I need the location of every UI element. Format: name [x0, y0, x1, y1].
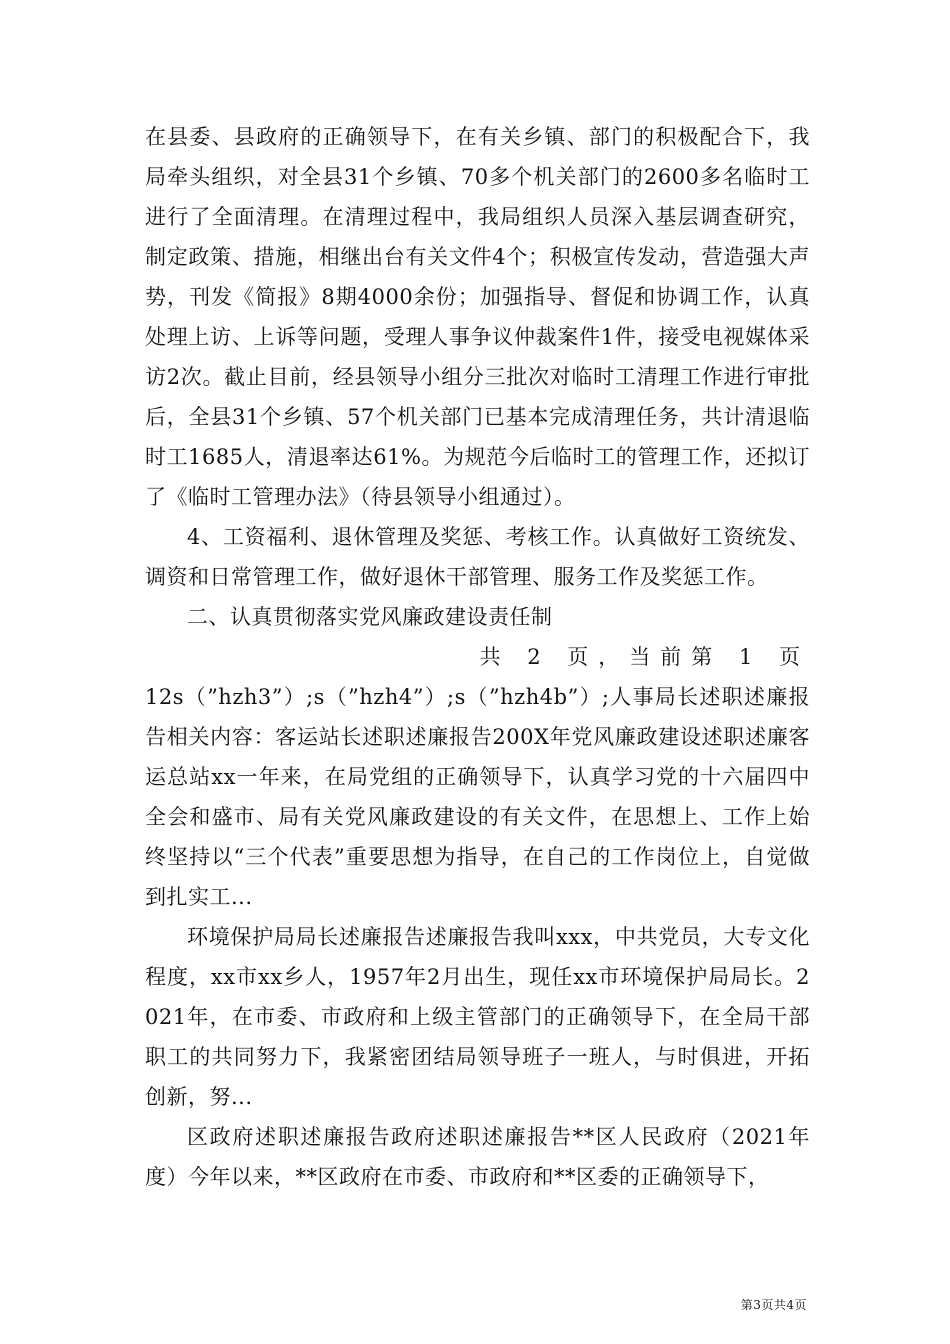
paragraph-wages-welfare: 4、工资福利、退休管理及奖惩、考核工作。认真做好工资统发、调资和日常管理工作，做好退休干部管理、服务工作及奖惩工作。 — [145, 525, 810, 589]
paragraph-cleanup-report: 在县委、县政府的正确领导下，在有关乡镇、部门的积极配合下，我局牵头组织，对全县31个乡镇、70多个机关部门的2600多名临时工进行了全面清理。在清理过程中，我局组织人员深入基层调查研究，制定政策、措施，相继出台有关文件4个；积极宣传发动，营造强大声势，刊发《简报》8期4000余份；加强指导、督促和协调工作，认真处理上访、上诉等问题，受理人事争议仲裁案件1件，接受电视媒体采访2次。截止目前，经县领导小组分三批次对临时工清理工作进行审批后，全县31个乡镇、57个机关部门已基本完成清理任务，共计清退临时工1685人，清退率达61%。为规范今后临时工的管理工作，还拟订了《临时工管理办法》（待县领导小组通过）。 — [145, 125, 810, 509]
paragraph-environment-bureau: 环境保护局局长述廉报告述廉报告我叫xxx，中共党员，大专文化程度，xx市xx乡人，1957年2月出生，现任xx市环境保护局局长。2021年，在市委、市政府和上级主管部门的正确领导下，在全局干部职工的共同努力下，我紧密团结局领导班子一班人，与时俱进，开拓创新，努... — [145, 925, 810, 1109]
section-heading-anti-corruption: 二、认真贯彻落实党风廉政建设责任制 — [187, 605, 553, 629]
paragraph-district-government: 区政府述职述廉报告政府述职述廉报告**区人民政府（2021年度）今年以来，**区政府在市委、市政府和**区委的正确领导下， — [145, 1125, 810, 1189]
page-counter: 共 2 页，当前第 1 页 — [479, 645, 810, 669]
document-body — [145, 117, 810, 1197]
page-footer: 第3页共4页 — [740, 1298, 807, 1312]
paragraph-related-content: 12s（”hzh3”）;s（”hzh4”）;s（”hzh4b”）;人事局长述职述廉报告相关内容：客运站长述职述廉报告200X年党风廉政建设述职述廉客运总站xx一年来，在局党组的正确领导下，认真学习党的十六届四中全会和盛市、局有关党风廉政建设的有关文件，在思想上、工作上始终坚持以“三个代表”重要思想为指导，在自己的工作岗位上，自觉做到扎实工... — [145, 685, 810, 909]
